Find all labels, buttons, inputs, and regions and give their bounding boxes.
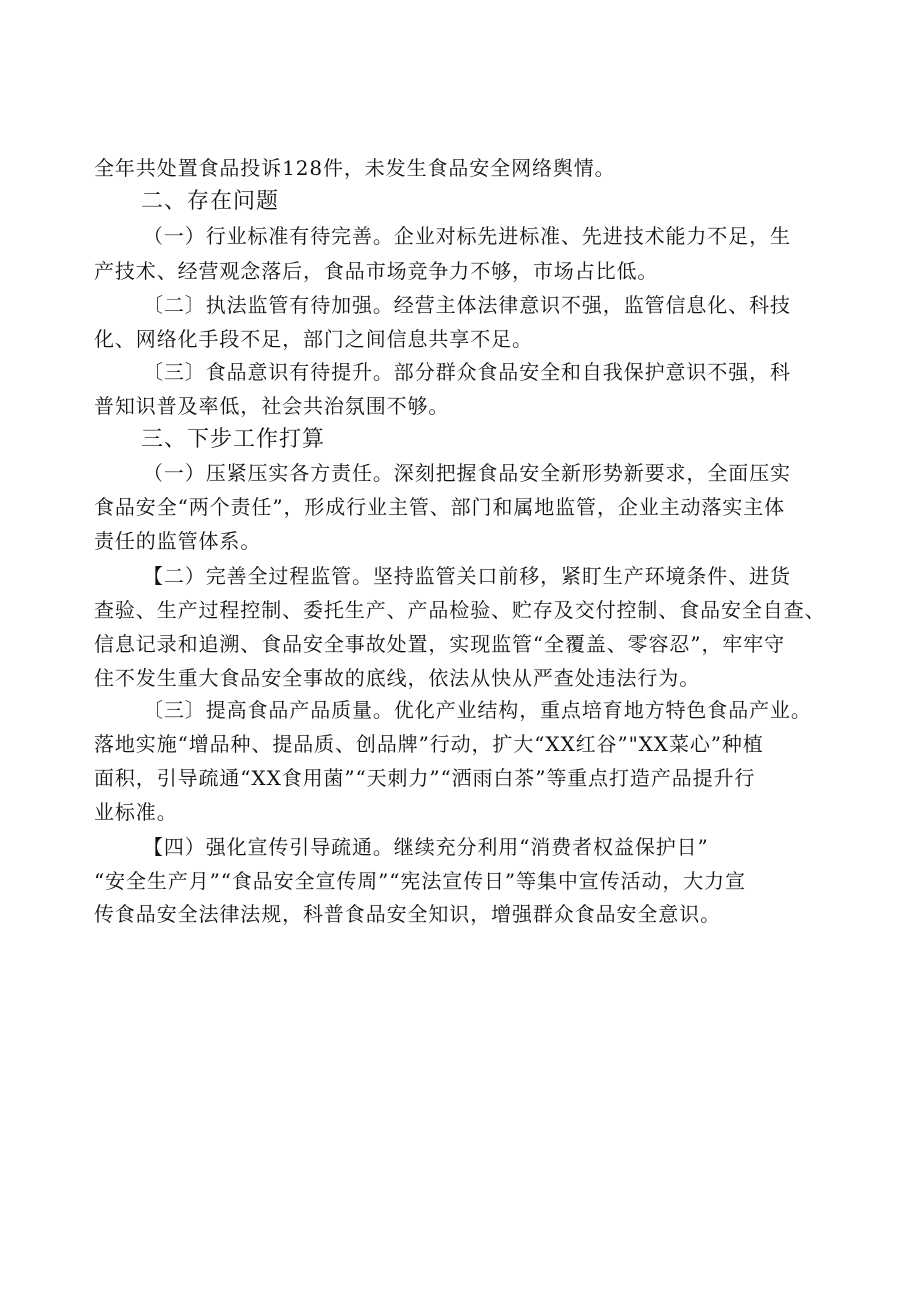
paragraph-line: 面积，引导疏通“XX食用菌”“天刺力”“洒雨白茶”等重点打造产品提升行 bbox=[94, 766, 756, 790]
paragraph-line: 信息记录和追溯、食品安全事故处置，实现监管“全覆盖、零容忍”，牢牢守 bbox=[94, 632, 786, 656]
paragraph-line: （一）行业标准有待完善。企业对标先进标准、先进技术能力不足，生 bbox=[143, 224, 791, 248]
paragraph-line: 传食品安全法律法规，科普食品安全知识，增强群众食品安全意识。 bbox=[94, 902, 721, 926]
paragraph-line: 〔三〕食品意识有待提升。部分群众食品安全和自我保护意识不强，科 bbox=[143, 360, 791, 384]
paragraph-line: 落地实施“增品种、提品质、创品牌”行动，扩大“XX红谷”"XX菜心”种植 bbox=[94, 732, 764, 756]
paragraph-line: 食品安全“两个责任”，形成行业主管、部门和属地监管，企业主动落实主体 bbox=[94, 495, 786, 519]
paragraph-line: 查验、生产过程控制、委托生产、产品检验、贮存及交付控制、食品安全自查、 bbox=[94, 598, 826, 622]
paragraph-line: 【四）强化宣传引导疏通。继续充分利用“消费者权益保护日” bbox=[143, 835, 709, 859]
paragraph-line: 产技术、经营观念落后，食品市场竞争力不够，市场占比低。 bbox=[94, 259, 659, 283]
paragraph-line: （一）压紧压实各方责任。深刻把握食品安全新形势新要求，全面压实 bbox=[143, 461, 791, 485]
paragraph-line: 【二）完善全过程监管。坚持监管关口前移，紧盯生产环境条件、进货 bbox=[143, 564, 791, 588]
paragraph-line: 责任的监管体系。 bbox=[94, 529, 262, 553]
paragraph-line: 普知识普及率低，社会共治氛围不够。 bbox=[94, 394, 450, 418]
paragraph-line: 化、网络化手段不足，部门之间信息共享不足。 bbox=[94, 327, 533, 351]
paragraph-line: 业标准。 bbox=[94, 800, 178, 824]
section-heading-next-steps: 三、下步工作打算 bbox=[141, 427, 326, 452]
paragraph-line: 〔三〕提高食品产品质量。优化产业结构，重点培育地方特色食品产业。 bbox=[143, 698, 812, 722]
intro-line: 全年共处置食品投诉128件，未发生食品安全网络舆情。 bbox=[94, 156, 616, 180]
paragraph-line: “安全生产月”“食品安全宣传周”“宪法宣传日”等集中宣传活动，大力宣 bbox=[94, 869, 746, 893]
paragraph-line: 〔二〕执法监管有待加强。经营主体法律意识不强，监管信息化、科技 bbox=[143, 293, 791, 317]
section-heading-problems: 二、存在问题 bbox=[141, 189, 280, 214]
paragraph-line: 住不发生重大食品安全事故的底线，依法从快从严查处违法行为。 bbox=[94, 666, 701, 690]
